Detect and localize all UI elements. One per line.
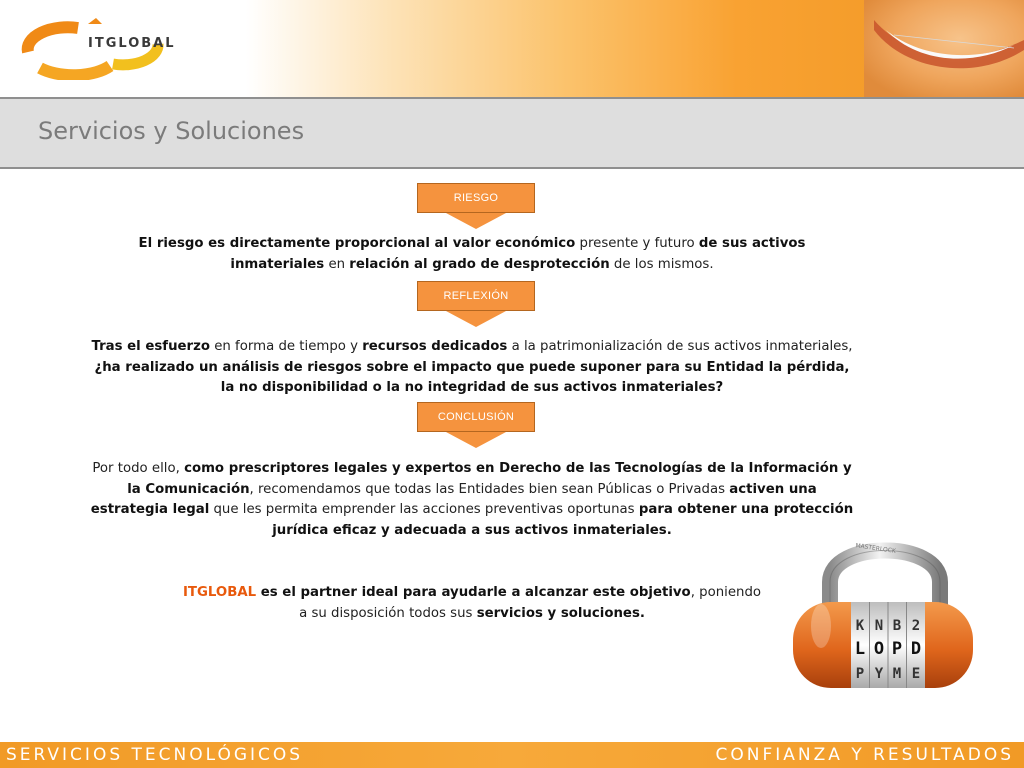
step-conclusion: [417, 402, 535, 448]
down-arrow-icon: [446, 432, 506, 448]
step-reflexion-label: REFLEXIÓN: [417, 281, 535, 311]
footer-left-text: SERVICIOS TECNOLÓGICOS: [6, 745, 304, 765]
step-riesgo-label: RIESGO: [417, 183, 535, 213]
page-title: Servicios y Soluciones: [38, 117, 305, 145]
title-band: [0, 97, 1024, 169]
svg-text:B: B: [892, 618, 902, 634]
step-riesgo: [417, 183, 535, 229]
svg-text:N: N: [874, 618, 884, 634]
svg-text:E: E: [911, 666, 921, 682]
paragraph-conclusion: Por todo ello, como prescriptores legales y expertos en Derecho de las Tecnologías de la Información y la Comunicación, recomendamos que todas las Entidades bien sean Públicas o Privadas activen una estrategia legal que les permita emprender las acciones preventivas oportunas para obtener una protección jurídica eficaz y adecuada a sus activos inmateriales.: [90, 461, 854, 538]
svg-text:MASTERLOCK: MASTERLOCK: [854, 542, 897, 555]
step-conclusion-label: CONCLUSIÓN: [417, 402, 535, 432]
down-arrow-icon: [446, 213, 506, 229]
logo-text: ITGLOBAL: [88, 36, 176, 51]
svg-text:K: K: [855, 618, 865, 634]
svg-text:M: M: [892, 666, 902, 682]
paragraph-partner: ITGLOBAL es el partner ideal para ayudarle a alcanzar este objetivo, poniendo a su disposición todos sus servicios y soluciones.: [182, 585, 762, 621]
itglobal-logo[interactable]: [18, 14, 218, 80]
down-arrow-icon: [446, 311, 506, 327]
svg-text:O: O: [873, 639, 885, 659]
step-reflexion: [417, 281, 535, 327]
svg-text:Y: Y: [874, 666, 884, 682]
paragraph-reflexion: Tras el esfuerzo en forma de tiempo y recursos dedicados a la patrimonialización de sus activos inmateriales, ¿ha realizado un análisis de riesgos sobre el impacto que puede suponer para su Entidad la pérdida, la no disponibilidad o la no integridad de sus activos inmateriales?: [91, 339, 853, 395]
brand-accent-text: ITGLOBAL: [182, 585, 257, 600]
header-banner: [0, 0, 1024, 97]
footer-right-text: CONFIANZA Y RESULTADOS: [715, 745, 1014, 765]
svg-text:D: D: [910, 639, 922, 659]
footer-bar: [0, 742, 1024, 768]
smiling-face-image: [864, 0, 1024, 97]
paragraph-riesgo: El riesgo es directamente proporcional al valor económico presente y futuro de sus activos inmateriales en relación al grado de desprotección de los mismos.: [138, 236, 806, 272]
svg-text:P: P: [891, 639, 903, 659]
combination-padlock-image: [785, 530, 985, 705]
svg-text:P: P: [855, 666, 865, 682]
svg-text:2: 2: [911, 618, 921, 634]
svg-text:L: L: [854, 639, 866, 659]
